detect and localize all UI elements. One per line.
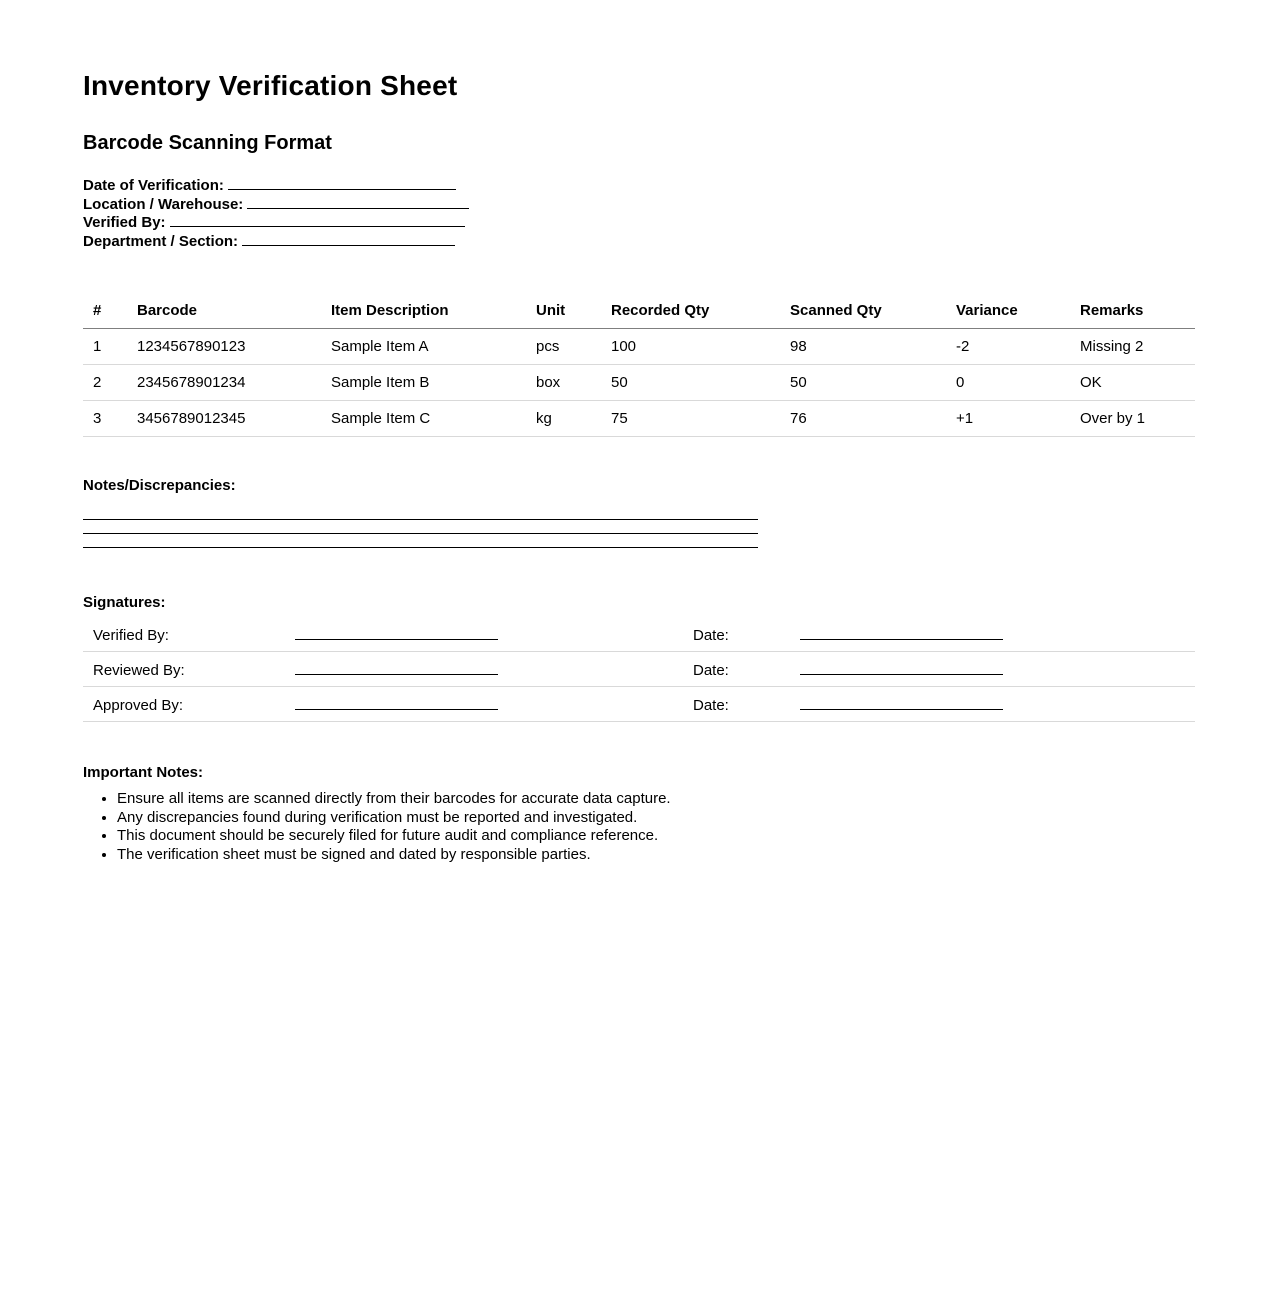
signature-fill-line xyxy=(295,662,498,675)
important-note-item: • The verification sheet must be signed and dated by responsible parties. xyxy=(117,846,1195,865)
signature-date-fill-line xyxy=(800,697,1003,710)
cell-num: 3 xyxy=(83,401,127,437)
cell-variance: +1 xyxy=(946,401,1070,437)
important-notes-section xyxy=(83,764,1195,864)
header-fields xyxy=(83,177,1195,251)
field-label-verified: Verified By: xyxy=(83,214,166,231)
signature-date-label: Date: xyxy=(693,662,729,679)
header-cell-remarks: Remarks xyxy=(1070,293,1195,329)
cell-remarks: Missing 2 xyxy=(1070,329,1195,365)
cell-scanned-qty: 50 xyxy=(780,365,946,401)
important-note-item: • This document should be securely filed for future audit and compliance reference. xyxy=(117,827,1195,846)
notes-fill-line xyxy=(83,506,758,520)
header-cell-description: Item Description xyxy=(321,293,526,329)
cell-remarks: OK xyxy=(1070,365,1195,401)
header-cell-num: # xyxy=(83,293,127,329)
important-notes-label: Important Notes: xyxy=(83,764,203,781)
signature-date-fill-line xyxy=(800,627,1003,640)
cell-recorded-qty: 100 xyxy=(601,329,780,365)
field-department-section xyxy=(83,233,1195,252)
signature-fill-line xyxy=(295,697,498,710)
table-row xyxy=(83,401,1195,437)
header-cell-barcode: Barcode xyxy=(127,293,321,329)
page-title: Inventory Verification Sheet xyxy=(83,70,458,101)
signature-label: Reviewed By: xyxy=(93,662,185,679)
signature-fill-line xyxy=(295,627,498,640)
header-cell-recorded-qty: Recorded Qty xyxy=(601,293,780,329)
notes-fill-line xyxy=(83,520,758,534)
section-subtitle: Barcode Scanning Format xyxy=(83,132,332,154)
header-cell-scanned-qty: Scanned Qty xyxy=(780,293,946,329)
cell-unit: pcs xyxy=(526,329,601,365)
cell-description: Sample Item C xyxy=(321,401,526,437)
signature-row-reviewed xyxy=(83,652,1195,687)
notes-label: Notes/Discrepancies: xyxy=(83,477,236,494)
header-cell-variance: Variance xyxy=(946,293,1070,329)
field-label-date: Date of Verification: xyxy=(83,177,224,194)
header-cell-unit: Unit xyxy=(526,293,601,329)
cell-unit: kg xyxy=(526,401,601,437)
table-row xyxy=(83,329,1195,365)
signature-date-label: Date: xyxy=(693,697,729,714)
cell-description: Sample Item A xyxy=(321,329,526,365)
signature-row-verified xyxy=(83,617,1195,652)
important-notes-list xyxy=(83,790,1195,864)
field-verified-by xyxy=(83,214,1195,233)
signature-date-fill-line xyxy=(800,662,1003,675)
date-fill-line xyxy=(228,177,456,190)
cell-recorded-qty: 50 xyxy=(601,365,780,401)
signature-label: Verified By: xyxy=(93,627,169,644)
signatures-label: Signatures: xyxy=(83,594,166,611)
signature-date-label: Date: xyxy=(693,627,729,644)
cell-barcode: 2345678901234 xyxy=(127,365,321,401)
cell-unit: box xyxy=(526,365,601,401)
cell-scanned-qty: 76 xyxy=(780,401,946,437)
cell-scanned-qty: 98 xyxy=(780,329,946,365)
important-note-item: • Ensure all items are scanned directly from their barcodes for accurate data capture. xyxy=(117,790,1195,809)
cell-barcode: 1234567890123 xyxy=(127,329,321,365)
cell-barcode: 3456789012345 xyxy=(127,401,321,437)
field-label-location: Location / Warehouse: xyxy=(83,195,244,213)
signature-label: Approved By: xyxy=(93,697,184,714)
cell-num: 2 xyxy=(83,365,127,401)
field-label-department: Department / Section: xyxy=(83,232,239,250)
signature-row-approved xyxy=(83,687,1195,722)
table-row xyxy=(83,365,1195,401)
cell-description: Sample Item B xyxy=(321,365,526,401)
notes-fill-line xyxy=(83,534,758,548)
field-date-of-verification xyxy=(83,177,1195,196)
verified-fill-line xyxy=(170,214,465,227)
signatures-section xyxy=(83,594,1195,722)
department-fill-line xyxy=(242,233,455,246)
cell-variance: 0 xyxy=(946,365,1070,401)
cell-variance: -2 xyxy=(946,329,1070,365)
cell-recorded-qty: 75 xyxy=(601,401,780,437)
location-fill-line xyxy=(247,196,469,209)
inventory-table xyxy=(83,293,1195,437)
notes-section xyxy=(83,477,1195,548)
important-note-item: • Any discrepancies found during verification must be reported and investigated. xyxy=(117,809,1195,828)
table-header-row xyxy=(83,293,1195,329)
cell-num: 1 xyxy=(83,329,127,365)
cell-remarks: Over by 1 xyxy=(1070,401,1195,437)
field-location-warehouse xyxy=(83,196,1195,215)
